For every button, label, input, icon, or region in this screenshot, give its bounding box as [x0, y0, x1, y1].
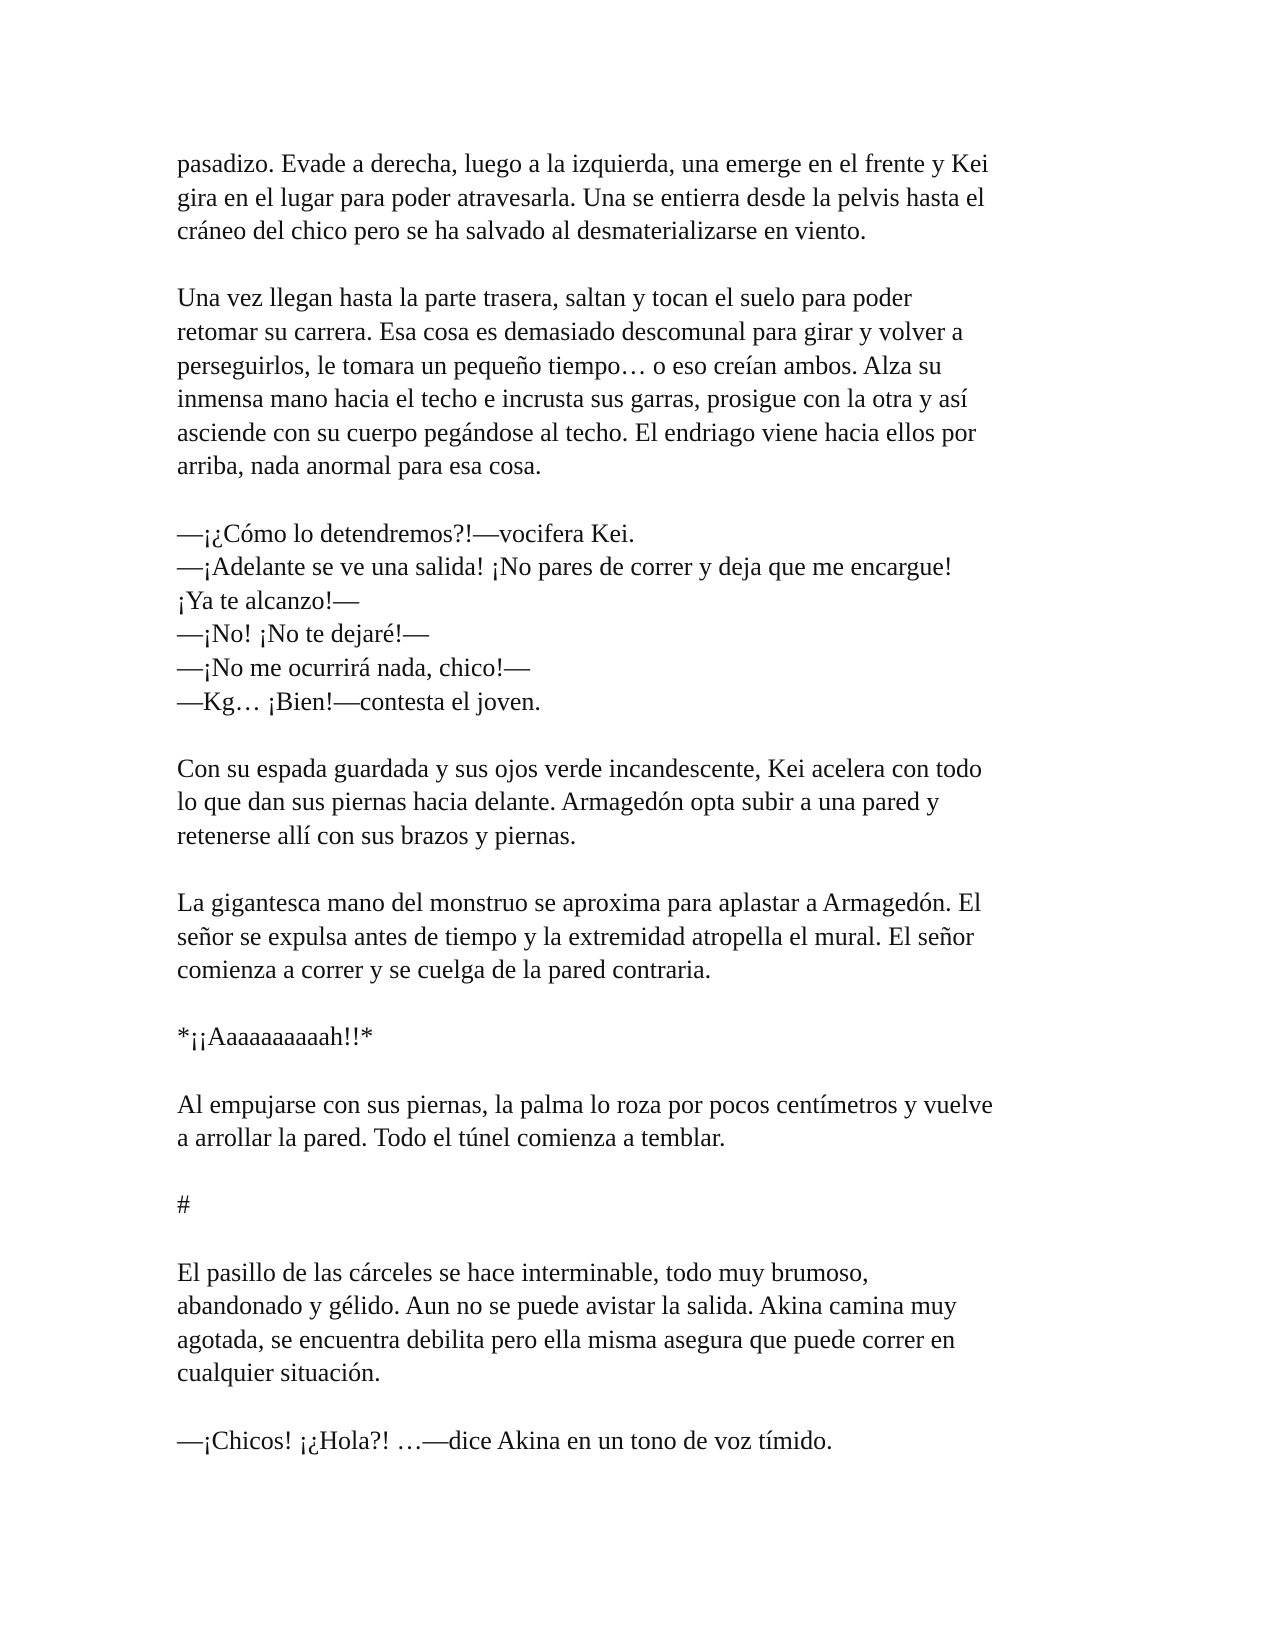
dialogue-block: —¡¿Cómo lo detendremos?!—vocifera Kei. —¡Adelante se ve una salida! ¡No pares de correr y deja que me encargue! ¡Ya te alcanzo!— —¡No! ¡No te dejaré!— —¡No me ocurrirá nada, chico!— —Kg… ¡Bien!—contesta el joven. — [177, 518, 953, 716]
paragraph-7: Al empujarse con sus piernas, la palma lo roza por pocos centímetros y vuelve a arrollar la pared. Todo el túnel comienza a temblar. — [177, 1089, 993, 1153]
scene-break: # — [177, 1190, 190, 1220]
document-page — [177, 147, 1107, 1457]
paragraph-9: El pasillo de las cárceles se hace interminable, todo muy brumoso, abandonado y gélido. Aun no se puede avistar la salida. Akina camina muy agotada, se encuentra debilita pero ella misma asegura que puede correr en cualquier situación. — [177, 1257, 957, 1388]
paragraph-5: La gigantesca mano del monstruo se aproxima para aplastar a Armagedón. El señor se expulsa antes de tiempo y la extremidad atropella el mural. El señor comienza a correr y se cuelga de la pared contraria. — [177, 888, 982, 985]
paragraph-1: pasadizo. Evade a derecha, luego a la izquierda, una emerge en el frente y Kei gira en el lugar para poder atravesarla. Una se entierra desde la pelvis hasta el cráneo del chico pero se ha salvado al desmaterializarse en viento. — [177, 149, 989, 246]
paragraph-2: Una vez llegan hasta la parte trasera, saltan y tocan el suelo para poder retomar su carrera. Esa cosa es demasiado descomunal para girar y volver a perseguirlos, le tomara un pequeño tiempo… o eso creían ambos. Alza su inmensa mano hacia el techo e incrusta sus garras, prosigue con la otra y así asciende con su cuerpo pegándose al techo. El endriago viene hacia ellos por arriba, nada anormal para esa cosa. — [177, 283, 977, 481]
sound-effect: *¡¡Aaaaaaaaaah!!* — [177, 1022, 374, 1052]
dialogue-akina: —¡Chicos! ¡¿Hola?! …—dice Akina en un tono de voz tímido. — [177, 1425, 833, 1455]
paragraph-4: Con su espada guardada y sus ojos verde incandescente, Kei acelera con todo lo que dan sus piernas hacia delante. Armagedón opta subir a una pared y retenerse allí con sus brazos y piernas. — [177, 753, 982, 850]
